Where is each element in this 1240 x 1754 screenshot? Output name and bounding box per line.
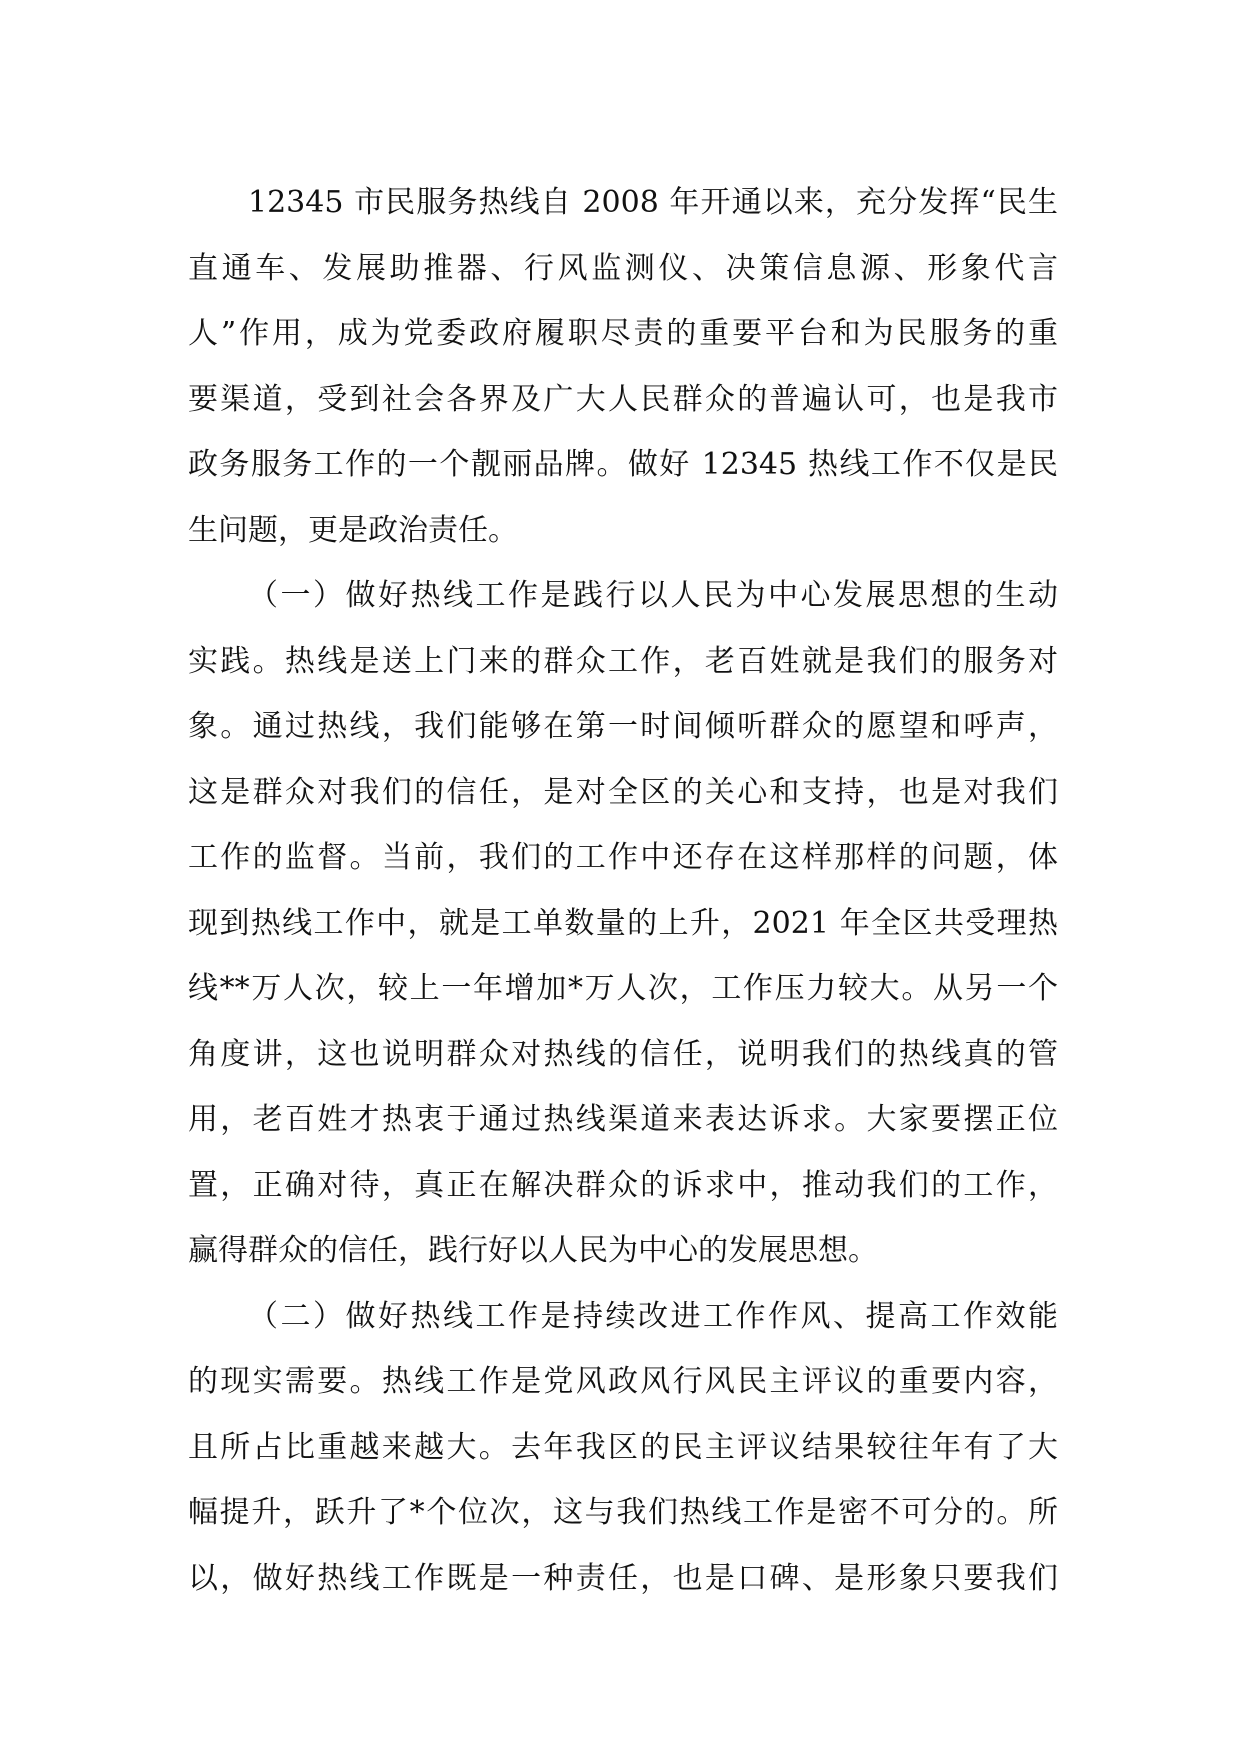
text-line: 人”作用，成为党委政府履职尽责的重要平台和为民服务的重 [188,316,1058,351]
section-heading-line: （一）做好热线工作是践行以人民为中心发展思想的生动 [248,578,1058,613]
text-line: 置，正确对待，真正在解决群众的诉求中，推动我们的工作， [188,1167,1058,1203]
text-line: 的现实需要。热线工作是党风政风行风民主评议的重要内容， [188,1364,1058,1399]
text-line: 这是群众对我们的信任，是对全区的关心和支持，也是对我们 [188,774,1058,810]
text-line: 赢得群众的信任，践行好以人民为中心的发展思想。 [188,1233,878,1268]
text-line: 现到热线工作中，就是工单数量的上升，2021 年全区共受理热 [188,905,1058,941]
text-line: 以，做好热线工作既是一种责任，也是口碑、是形象只要我们 [188,1560,1058,1596]
text-line: 角度讲，这也说明群众对热线的信任，说明我们的热线真的管 [188,1036,1058,1072]
paragraph-intro [188,170,1058,563]
text-line: 工作的监督。当前，我们的工作中还存在这样那样的问题，体 [188,840,1058,875]
text-line: 生问题，更是政治责任。 [188,512,518,548]
text-line: 且所占比重越来越大。去年我区的民主评议结果较往年有了大 [188,1429,1058,1465]
section-heading-line: （二）做好热线工作是持续改进工作作风、提高工作效能 [248,1298,1058,1334]
paragraph-section-2 [188,1284,1058,1612]
text-line: 实践。热线是送上门来的群众工作，老百姓就是我们的服务对 [188,643,1058,679]
text-line: 线**万人次，较上一年增加*万人次，工作压力较大。从另一个 [188,971,1058,1006]
text-line: 政务服务工作的一个靓丽品牌。做好 12345 热线工作不仅是民 [188,447,1058,482]
text-line: 要渠道，受到社会各界及广大人民群众的普遍认可，也是我市 [188,381,1058,417]
text-line: 用，老百姓才热衷于通过热线渠道来表达诉求。大家要摆正位 [188,1102,1058,1137]
text-line: 幅提升，跃升了*个位次，这与我们热线工作是密不可分的。所 [188,1495,1058,1530]
document-body [188,170,1058,1611]
paragraph-section-1 [188,563,1058,1284]
text-line: 12345 市民服务热线自 2008 年开通以来，充分发挥“民生 [248,185,1058,220]
text-line: 直通车、发展助推器、行风监测仪、决策信息源、形象代言 [188,250,1058,286]
text-line: 象。通过热线，我们能够在第一时间倾听群众的愿望和呼声， [188,709,1058,744]
